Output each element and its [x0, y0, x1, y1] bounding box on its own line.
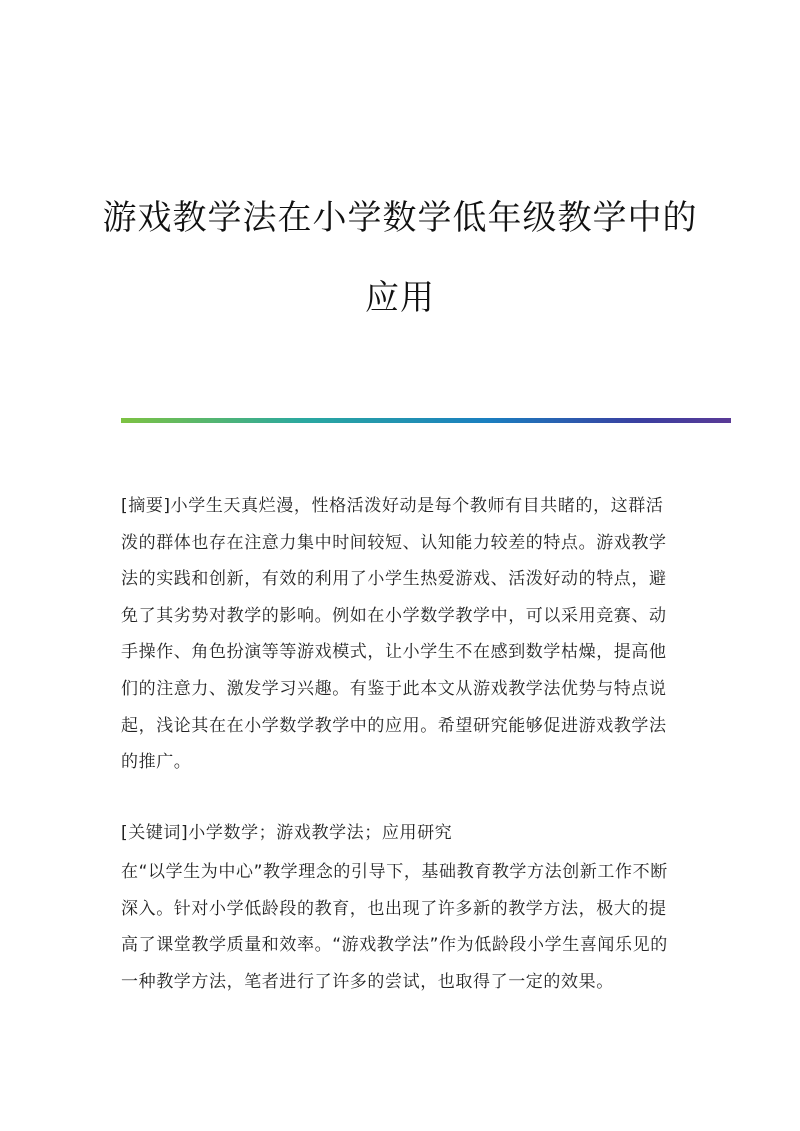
abstract-paragraph: [121, 488, 671, 781]
title-divider: [121, 418, 731, 423]
keywords-line: [关键词]小学数学；游戏教学法；应用研究: [121, 823, 453, 843]
document-title-line-2: 应用: [365, 278, 435, 318]
body-paragraph: [121, 854, 671, 1000]
abstract-text: [摘要]小学生天真烂漫，性格活泼好动是每个教师有目共睹的，这群活泼的群体也存在注意力集中时间较短、认知能力较差的特点。游戏教学法的实践和创新，有效的利用了小学生热爱游戏、活泼好动的特点，避免了其劣势对教学的影响。例如在小学数学教学中，可以采用竞赛、动手操作、角色扮演等等游戏模式，让小学生不在感到数学枯燥，提高他们的注意力、激发学习兴趣。有鉴于此本文从游戏教学法优势与特点说起，浅论其在在小学数学教学中的应用。希望研究能够促进游戏教学法的推广。: [121, 496, 667, 773]
body-text: 在“以学生为中心”教学理念的引导下，基础教育教学方法创新工作不断深入。针对小学低龄段的教育，也出现了许多新的教学方法，极大的提高了课堂教学质量和效率。“游戏教学法”作为低龄段小学生喜闻乐见的一种教学方法，笔者进行了许多的尝试，也取得了一定的效果。: [121, 862, 668, 992]
document-title-line-1: 游戏教学法在小学数学低年级教学中的: [102, 198, 698, 238]
